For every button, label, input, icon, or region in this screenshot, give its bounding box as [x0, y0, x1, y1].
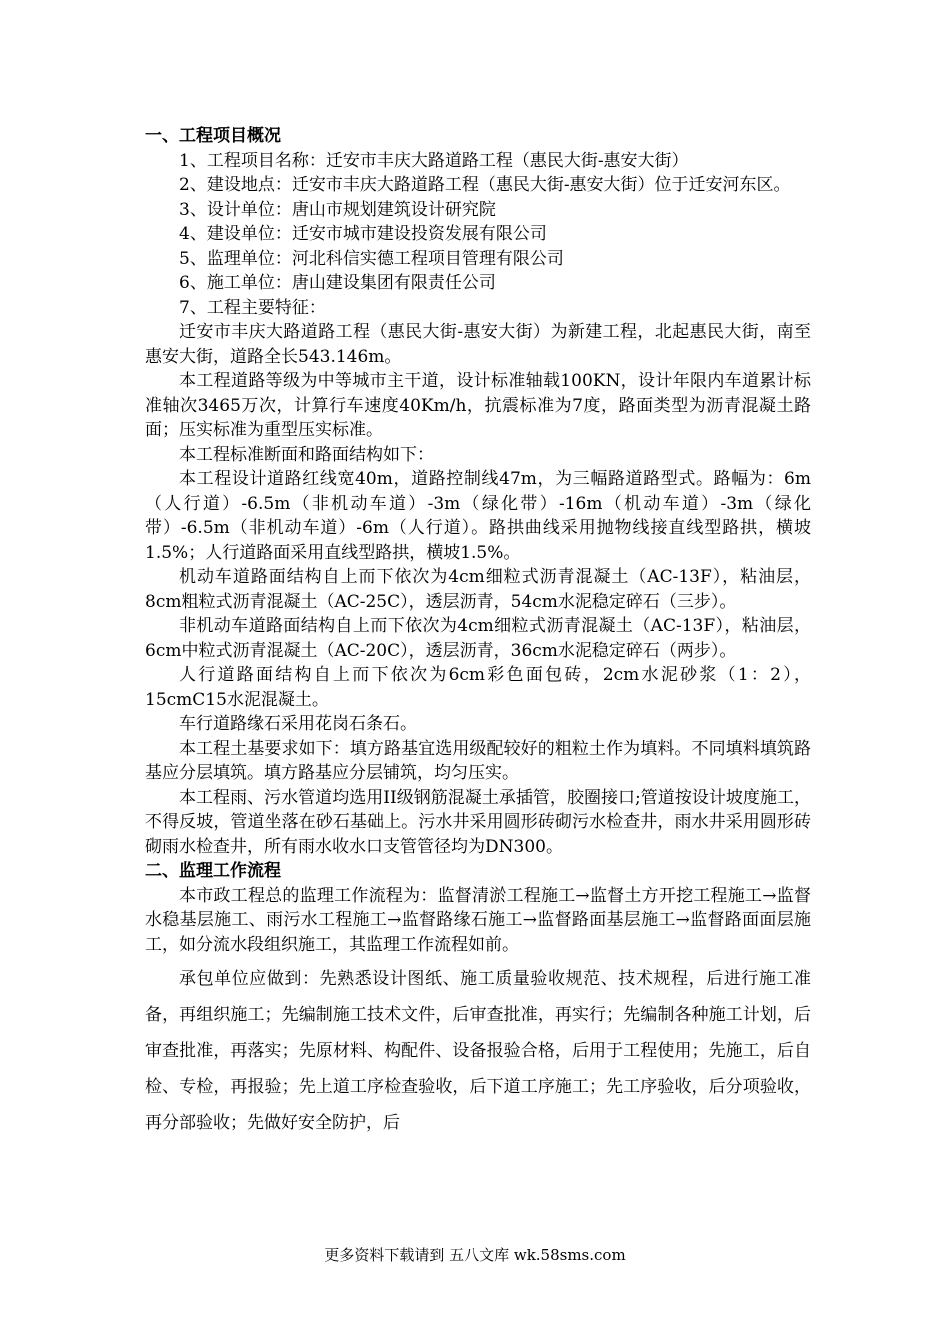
section-heading-project-overview: 一、工程项目概况	[145, 126, 281, 146]
sidewalk-structure-paragraph: 人行道路面结构自上而下依次为6cm彩色面包砖，2cm水泥砂浆（1：2），15cmC15水泥混凝土。	[145, 665, 811, 710]
cross-section-paragraph: 本工程设计道路红线宽40m，道路控制线47m，为三幅路道路型式。路幅为：6m（人行道）-6.5m（非机动车道）-3m（绿化带）-16m（机动车道）-3m（绿化带）-6.5m（非机动车道）-6m（人行道）。路拱曲线采用抛物线接直线型路拱，横坡1.5%；人行道路面采用直线型路拱，横坡1.5%。	[145, 469, 811, 563]
curbstone-paragraph: 车行道路缘石采用花岗石条石。	[179, 714, 417, 734]
section-heading-supervision-workflow: 二、监理工作流程	[145, 861, 281, 881]
workflow-paragraph: 本市政工程总的监理工作流程为：监督清淤工程施工→监督土方开挖工程施工→监督水稳基层施工、雨污水工程施工→监督路缘石施工→监督路面基层施工→监督路面面层施工，如分流水段组织施工，其监理工作流程如前。	[145, 885, 811, 955]
construction-location-item: 2、建设地点：迁安市丰庆大路道路工程（惠民大街-惠安大街）位于迁安河东区。	[179, 175, 791, 195]
supervision-unit-item: 5、监理单位：河北科信实德工程项目管理有限公司	[179, 248, 564, 269]
document-body	[145, 124, 811, 1141]
subgrade-paragraph: 本工程土基要求如下：填方路基宜选用级配较好的粗粒土作为填料。不同填料填筑路基应分层填筑。填方路基应分层铺筑，均匀压实。	[145, 738, 811, 783]
contractor-item: 6、施工单位：唐山建设集团有限责任公司	[179, 273, 496, 293]
construction-owner-item: 4、建设单位：迁安市城市建设投资发展有限公司	[179, 224, 547, 244]
cross-section-intro-paragraph: 本工程标准断面和路面结构如下：	[179, 444, 434, 465]
contractor-obligations-paragraph: 承包单位应做到：先熟悉设计图纸、施工质量验收规范、技术规程，后进行施工准备，再组织施工；先编制施工技术文件，后审查批准，再实行；先编制各种施工计划，后审查批准，再落实；先原材料、构配件、设备报验合格，后用于工程使用；先施工，后自检、专检，再报验；先上道工序检查验收，后下道工序施工；先工序验收，后分项验收，再分部验收；先做好安全防护，后	[145, 969, 811, 1133]
drainage-pipe-paragraph: 本工程雨、污水管道均选用II级钢筋混凝土承插管，胶圈接口;管道按设计坡度施工，不得反坡，管道坐落在砂石基础上。污水井采用圆形砖砌污水检查井，雨水井采用圆形砖砌雨水检查井，所有雨水收水口支管管径均为DN300。	[145, 787, 811, 857]
design-unit-item: 3、设计单位：唐山市规划建筑设计研究院	[179, 199, 496, 220]
project-description-paragraph: 迁安市丰庆大路道路工程（惠民大街-惠安大街）为新建工程，北起惠民大街，南至惠安大街，道路全长543.146m。	[145, 322, 811, 367]
project-name-item: 1、工程项目名称：迁安市丰庆大路道路工程（惠民大街-惠安大街）	[179, 150, 689, 171]
footer-download-note: 更多资料下载请到 五八文库 wk.58sms.com	[324, 1246, 626, 1264]
main-features-item: 7、工程主要特征：	[179, 297, 326, 318]
motor-lane-structure-paragraph: 机动车道路面结构自上而下依次为4cm细粒式沥青混凝土（AC-13F），粘油层，8cm粗粒式沥青混凝土（AC-25C），透层沥青，54cm水泥稳定碎石（三步）。	[145, 567, 811, 612]
non-motor-lane-structure-paragraph: 非机动车道路面结构自上而下依次为4cm细粒式沥青混凝土（AC-13F），粘油层，6cm中粒式沥青混凝土（AC-20C），透层沥青，36cm水泥稳定碎石（两步）。	[145, 616, 811, 661]
road-grade-paragraph: 本工程道路等级为中等城市主干道，设计标准轴载100KN，设计年限内车道累计标准轴次3465万次，计算行车速度40Km/h，抗震标准为7度，路面类型为沥青混凝土路面；压实标准为重型压实标准。	[145, 371, 811, 440]
